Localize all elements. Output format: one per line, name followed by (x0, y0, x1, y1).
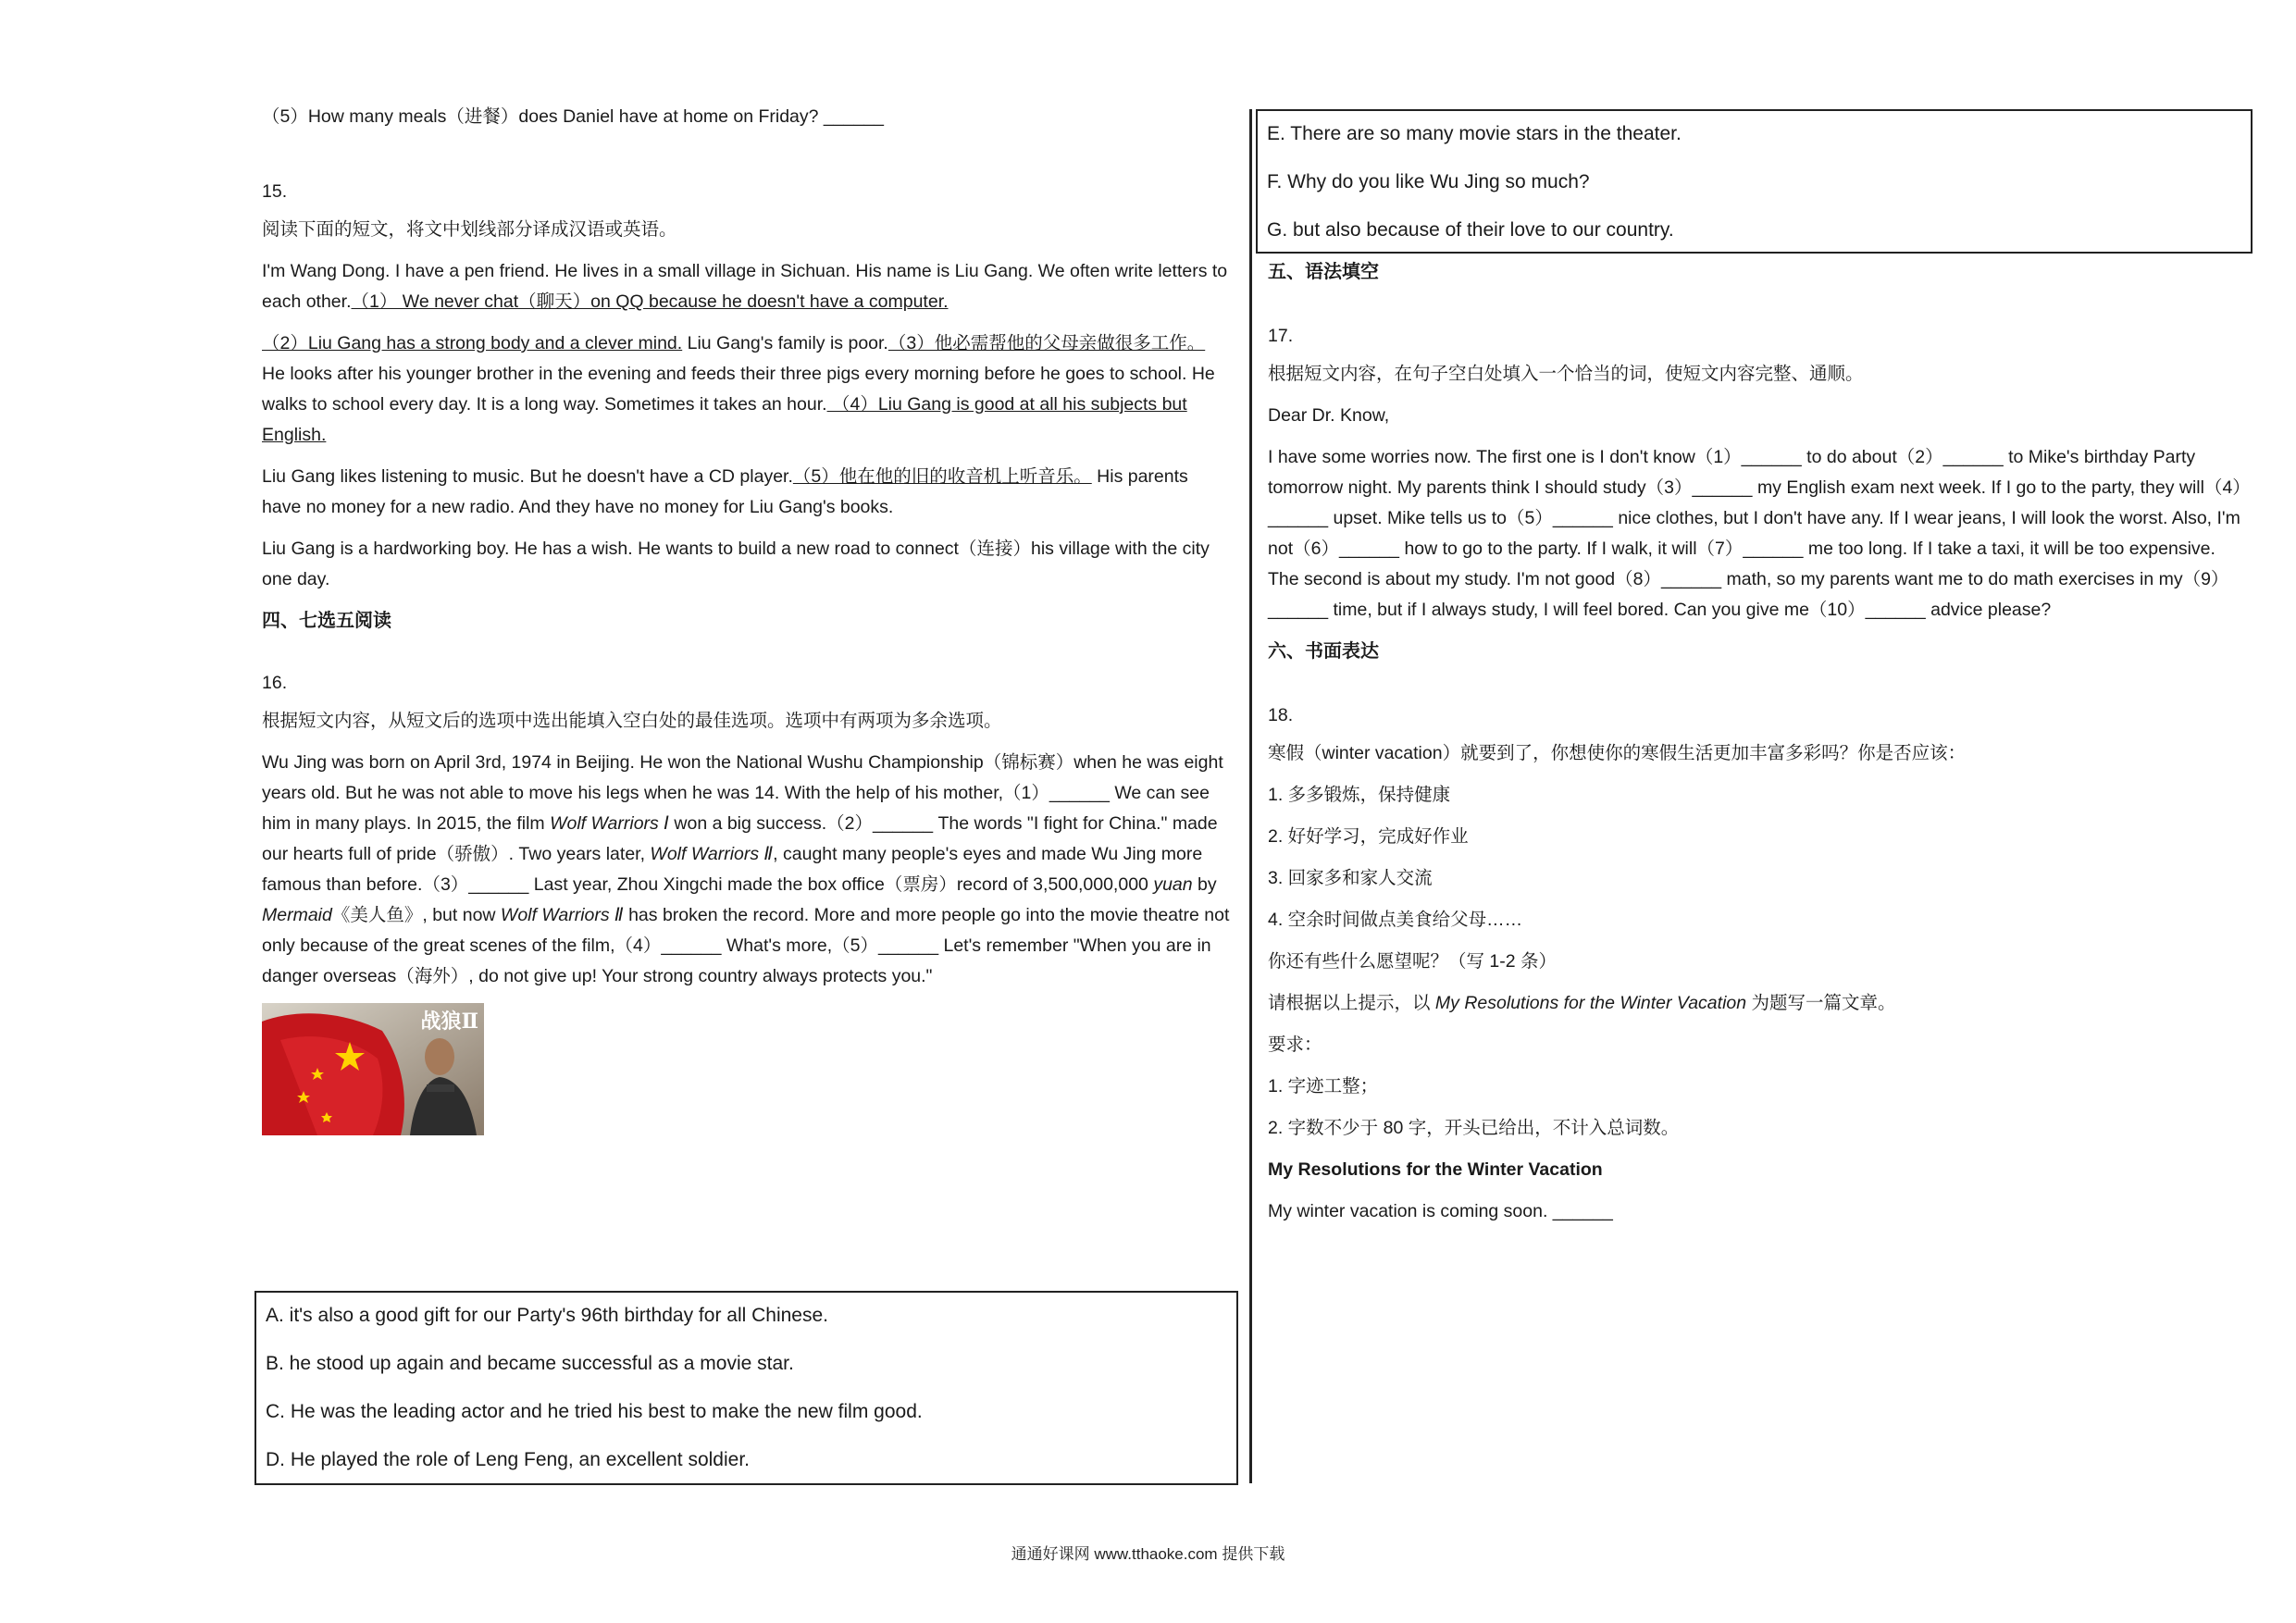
section-5-heading: 五、语法填空 (1268, 262, 1379, 282)
film-title: Mermaid (262, 905, 332, 925)
options-box-a-d (254, 1291, 1238, 1485)
page-footer: 通通好课网 www.tthaoke.com 提供下载 (1011, 1545, 1285, 1563)
q17-salutation: Dear Dr. Know, (1268, 405, 1390, 426)
options-box-e-g (1256, 109, 2253, 254)
left-column (262, 102, 1232, 1135)
q15-paragraph-1 (262, 256, 1232, 317)
q15-number: 15. (262, 181, 288, 202)
q16-number: 16. (262, 673, 288, 693)
option-d: D. He played the role of Leng Feng, an excellent soldier. (266, 1449, 750, 1470)
q18-item-4: 4. 空余时间做点美食给父母…… (1268, 910, 1523, 930)
q18-prompt (1268, 988, 2249, 1019)
q16-text: by (1192, 874, 1217, 895)
q16-text: 《美人鱼》, but now (331, 905, 501, 925)
q18-wish: 你还有些什么愿望呢？（写 1-2 条） (1268, 951, 1558, 972)
column-divider (1249, 109, 1252, 1483)
option-b: B. he stood up again and became successful as a movie star. (266, 1353, 794, 1374)
q16-text: has broken the record. More and more people go into the movie theatre not only because of the great scenes of the film,（4）______ What's more,（5）______ Let's remember "When you are in danger overseas（海外）, do not give up! Your strong country always protects you." (262, 905, 1230, 986)
q18-intro: 寒假（winter vacation）就要到了，你想使你的寒假生活更加丰富多彩吗？你是否应该： (1268, 743, 1967, 763)
q15-underline-1: （1） We never chat（聊天）on QQ because he doesn't have a computer. (351, 291, 949, 312)
essay-start: My winter vacation is coming soon. ______ (1268, 1201, 1613, 1221)
poster-title: 战狼Ⅱ (420, 1010, 478, 1034)
film-title: Wolf Warriors Ⅱ (500, 905, 624, 925)
film-title: Wolf Warriors Ⅱ (650, 844, 774, 864)
option-e: E. There are so many movie stars in the theater. (1267, 123, 1682, 144)
q15-paragraph-4: Liu Gang is a hardworking boy. He has a wish. He wants to build a new road to connect（连接）his village with the city one day. (262, 539, 1210, 589)
q14-item-5: （5）How many meals（进餐）does Daniel have at home on Friday? ______ (262, 106, 884, 127)
option-g: G. but also because of their love to our country. (1267, 219, 1674, 241)
q16-text: Wu Jing was born on April 3rd, 1974 in Beijing. He won the National Wushu Championship（锦标赛）when he was eight years old. But he was not able to move his legs when he was 14. With the help of his mother,（1）______ We can see him in many plays. In 2015, the film (262, 752, 1223, 834)
q16-passage (262, 748, 1232, 992)
q18-requirements-label: 要求： (1268, 1035, 1322, 1055)
q15-underline-4: （4）Liu Gang is good at all his subjects but English. (262, 394, 1187, 445)
option-f: F. Why do you like Wu Jing so much? (1267, 171, 1590, 192)
film-title: Wolf Warriors Ⅰ (550, 813, 669, 834)
q17-number: 17. (1268, 326, 1294, 346)
q18-number: 18. (1268, 705, 1294, 725)
q18-prompt-text: 请根据以上提示，以 (1268, 993, 1435, 1013)
q16-instruction: 根据短文内容，从短文后的选项中选出能填入空白处的最佳选项。选项中有两项为多余选项。 (262, 711, 1002, 731)
q18-requirement-2: 2. 字数不少于 80 字，开头已给出，不计入总词数。 (1268, 1118, 1680, 1138)
q17-letter-body: I have some worries now. The first one is I don't know（1）______ to do about（2）______ to Mike's birthday Party tomorrow night. My parents think I should study（3）______ my English exam next week. If I go to the party, they will（4）______ upset. Mike tells us to（5）______ nice clothes, but I don't have any. If I wear jeans, I will look the worst. Also, I'm not（6）______ how to go to the party. If I walk, it will（7）______ me too long. If I take a taxi, it will be too expensive. The second is about my study. I'm not good（8）______ math, so my parents want me to do math exercises in my（9）______ time, but if I always study, I will feel bored. Can you give me（10）______ advice please? (1268, 447, 2242, 620)
q18-item-1: 1. 多多锻炼，保持健康 (1268, 785, 1451, 805)
q15-text: Liu Gang's family is poor. (682, 333, 888, 353)
q16-text: won a big success.（2）______ The words "I fight for China." made our hearts full of pride（骄傲）. Two years later, (262, 813, 1218, 864)
q15-text: Liu Gang likes listening to music. But he doesn't have a CD player. (262, 466, 793, 487)
option-a: A. it's also a good gift for our Party's 96th birthday for all Chinese. (266, 1305, 828, 1326)
q18-item-2: 2. 好好学习，完成好作业 (1268, 826, 1469, 847)
currency-word: yuan (1153, 874, 1193, 895)
section-4-heading: 四、七选五阅读 (262, 611, 391, 631)
q15-instruction: 阅读下面的短文，将文中划线部分译成汉语或英语。 (262, 219, 677, 240)
q15-paragraph-2 (262, 328, 1232, 451)
q15-text: He looks after his younger brother in the evening and feeds their three pigs every morning before he goes to school. He walks to school every day. It is a long way. Sometimes it takes an hour. (262, 364, 1215, 415)
section-6-heading: 六、书面表达 (1268, 641, 1379, 662)
q15-text: His parents have no money for a new radio. And they have no money for Liu Gang's books. (262, 466, 1188, 517)
q15-underline-5: （5）他在他的旧的收音机上听音乐。 (792, 466, 1092, 487)
q15-text: I'm Wang Dong. I have a pen friend. He lives in a small village in Sichuan. His name is Liu Gang. We often write letters to each other. (262, 261, 1228, 312)
essay-title: My Resolutions for the Winter Vacation (1268, 1159, 1603, 1180)
option-c: C. He was the leading actor and he tried his best to make the new film good. (266, 1401, 923, 1422)
wolf-warriors-poster-image (262, 1003, 484, 1135)
q18-item-3: 3. 回家多和家人交流 (1268, 868, 1433, 888)
q16-text: , caught many people's eyes and made Wu Jing more famous than before.（3）______ Last year, Zhou Xingchi made the box office（票房）record of 3,500,000,000 (262, 844, 1203, 895)
q15-underline-2: （2）Liu Gang has a strong body and a clever mind. (262, 333, 683, 353)
q17-instruction: 根据短文内容，在句子空白处填入一个恰当的词，使短文内容完整、通顺。 (1268, 364, 1864, 384)
q18-prompt-text: 为题写一篇文章。 (1746, 993, 1896, 1013)
q18-prompt-title: My Resolutions for the Winter Vacation (1434, 993, 1747, 1013)
q18-requirement-1: 1. 字迹工整； (1268, 1076, 1379, 1096)
q15-paragraph-3 (262, 462, 1232, 523)
q15-underline-3: （3）他必需帮他的父母亲做很多工作。 (887, 333, 1206, 353)
right-column (1268, 257, 2249, 1238)
